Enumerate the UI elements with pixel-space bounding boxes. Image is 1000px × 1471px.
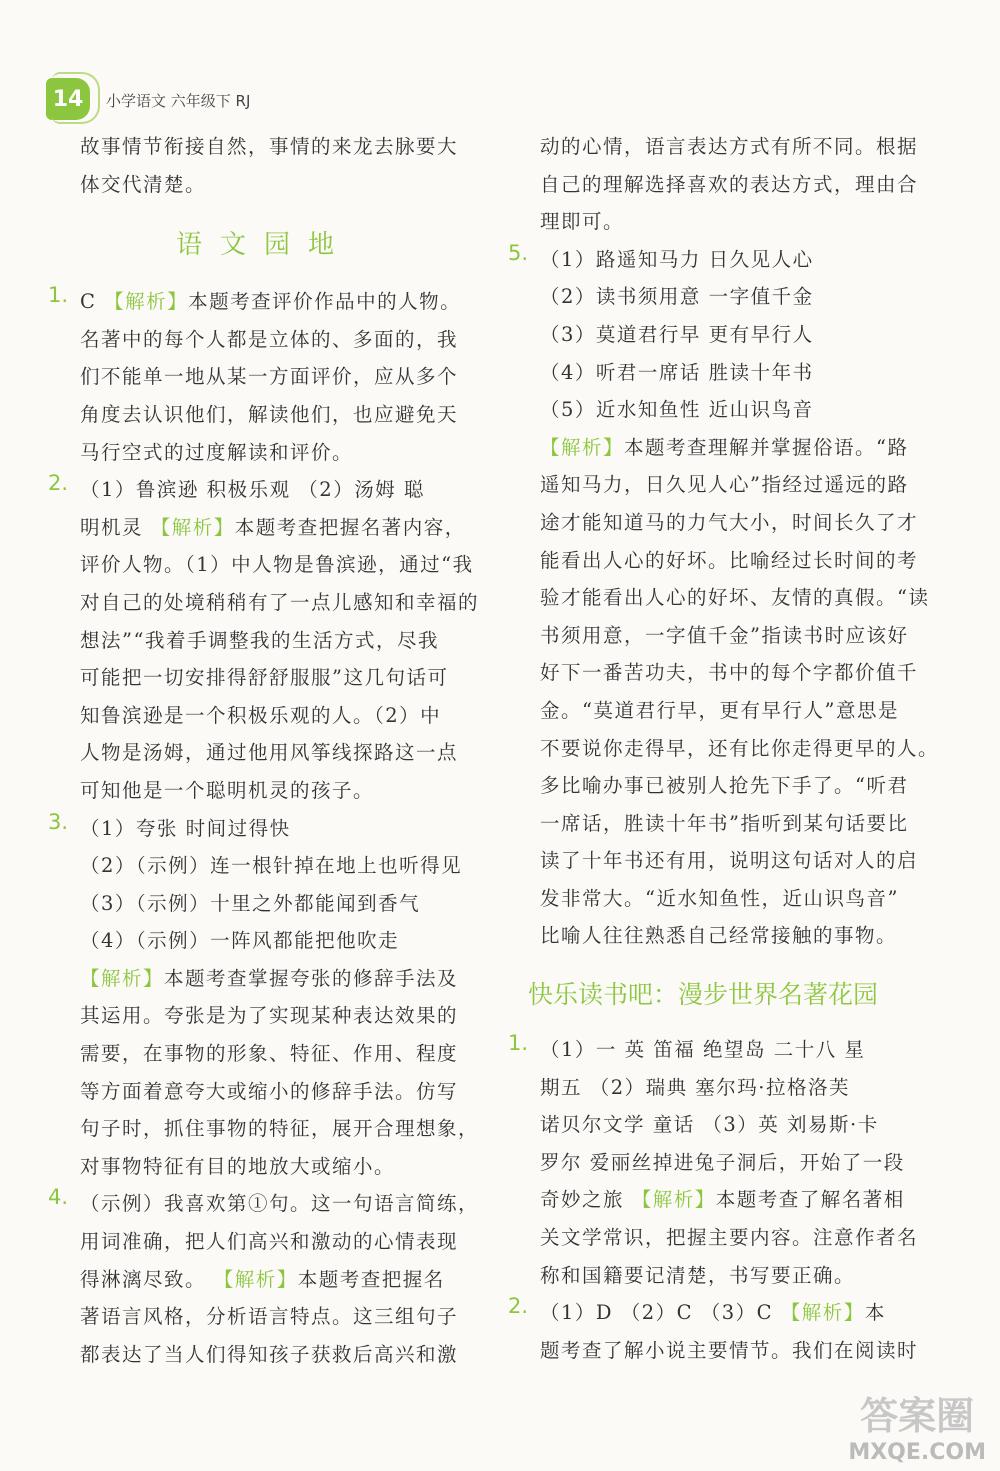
text-line: 读了十年书还有用，说明这句话对人的启 <box>540 849 919 873</box>
text-line: 人物是汤姆，通过他用风筝线探路这一点 <box>80 741 459 765</box>
text-line: （1）夸张 时间过得快 <box>80 816 291 840</box>
text-line: （2）（示例）连一根针掉在地上也听得见 <box>80 854 463 878</box>
text-line: 罗尔 爱丽丝掉进兔子洞后，开始了一段 <box>540 1150 905 1174</box>
item-number: 5. <box>508 240 529 265</box>
answer-item-5 <box>508 241 948 955</box>
section-title-yuwen-yuandi: 语文园地 <box>175 230 352 261</box>
item-number: 1. <box>48 283 69 308</box>
text-line: （2）读书须用意 一字值千金 <box>540 285 814 309</box>
section-title-kuaile-dushu: 快乐读书吧：漫步世界名著花园 <box>528 980 879 1010</box>
text-line: 【解析】本题考查掌握夸张的修辞手法及 <box>80 966 459 990</box>
text-line: 们不能单一地从某一方面评价，应从多个 <box>80 365 459 389</box>
text-line: 名著中的每个人都是立体的、多面的，我 <box>80 327 459 351</box>
text-line: 想法”“我着手调整我的生活方式，尽我 <box>80 628 439 652</box>
item-number: 1. <box>508 1031 529 1056</box>
reading-item-2 <box>508 1294 948 1369</box>
text-line: （3）莫道君行早 更有早行人 <box>540 322 814 346</box>
watermark-main: 答案圈 <box>860 1394 975 1438</box>
text-line: 得淋漓尽致。 【解析】本题考查把握名 <box>80 1267 445 1291</box>
answer-item-3 <box>48 810 480 1186</box>
text-line: 【解析】本题考查理解并掌握俗语。“路 <box>540 435 909 459</box>
text-line: 评价人物。（1）中人物是鲁滨逊，通过“我 <box>80 553 474 577</box>
text-line: 书须用意，一字值千金”指读书时应该好 <box>540 623 909 647</box>
text-line: （5）近水知鱼性 近山识鸟音 <box>540 398 814 422</box>
analysis-tag: 【解析】 <box>780 1301 865 1325</box>
text-line: 奇妙之旅 【解析】本题考查了解名著相 <box>540 1188 905 1212</box>
text-line: 自己的理解选择喜欢的表达方式，理由合 <box>540 172 919 196</box>
analysis-tag: 【解析】 <box>150 515 235 539</box>
text-line: 明机灵 【解析】本题考查把握名著内容， <box>80 515 466 539</box>
item-number: 3. <box>48 809 69 834</box>
text-line: C 【解析】本题考查评价作品中的人物。 <box>80 290 462 314</box>
page-number-badge: 14 <box>46 78 90 120</box>
text-line: 其运用。夸张是为了实现某种表达效果的 <box>80 1004 459 1028</box>
text-line: （1）路遥知马力 日久见人心 <box>540 247 814 271</box>
text-line: 诺贝尔文学 童话 （3）英 刘易斯·卡 <box>540 1113 879 1137</box>
text-line: 可知他是一个聪明机灵的孩子。 <box>80 778 375 802</box>
watermark-logo <box>848 1385 986 1465</box>
text-line: 马行空式的过度解读和评价。 <box>80 440 354 464</box>
text-line: 故事情节衔接自然，事情的来龙去脉要大 <box>80 135 459 158</box>
text-line: 著语言风格，分析语言特点。这三组句子 <box>80 1305 459 1329</box>
text-line: 途才能知道马的力气大小，时间长久了才 <box>540 510 919 534</box>
text-line: 句子时，抓住事物的特征，展开合理想象， <box>80 1117 480 1141</box>
text-line: （1）鲁滨逊 积极乐观 （2）汤姆 聪 <box>80 478 425 502</box>
intro-paragraph <box>48 128 480 203</box>
text-line: 能看出人心的好坏。比喻经过长时间的考 <box>540 548 919 572</box>
left-column <box>48 128 480 1373</box>
text-line: 金。“莫道君行早，更有早行人”意思是 <box>540 698 899 722</box>
right-column <box>508 128 948 1369</box>
text-line: 角度去认识他们，解读他们，也应避免天 <box>80 402 459 426</box>
text-line: 比喻人往往熟悉自己经常接触的事物。 <box>540 924 898 948</box>
text-line: （4）（示例）一阵风都能把他吹走 <box>80 929 400 953</box>
text-line: 需要，在事物的形象、特征、作用、程度 <box>80 1042 459 1066</box>
text-line: 遥知马力，日久见人心”指经过遥远的路 <box>540 473 909 497</box>
text-line: 关文学常识，把握主要内容。注意作者名 <box>540 1226 919 1250</box>
text-line: 体交代清楚。 <box>80 172 207 196</box>
text-line: 不要说你走得早，还有比你走得更早的人。 <box>540 736 940 760</box>
text-line: （1）D （2）C （3）C 【解析】本 <box>540 1301 886 1325</box>
book-title: 小学语文 六年级下 RJ <box>106 92 251 110</box>
text-line: 好下一番苦功夫，书中的每个字都价值千 <box>540 661 919 685</box>
analysis-tag: 【解析】 <box>540 435 625 459</box>
analysis-tag: 【解析】 <box>80 966 165 990</box>
item-number: 4. <box>48 1185 69 1210</box>
reading-item-1 <box>508 1031 948 1294</box>
text-line: （示例）我喜欢第①句。这一句语言简练， <box>80 1192 480 1216</box>
text-line: 验才能看出人心的好坏、友情的真假。“读 <box>540 586 930 610</box>
text-line: 对自己的处境稍稍有了一点儿感知和幸福的 <box>80 590 480 614</box>
analysis-tag: 【解析】 <box>213 1267 298 1291</box>
text-line: 对事物特征有目的地放大或缩小。 <box>80 1154 396 1178</box>
watermark-sub: MXQE.COM <box>848 1440 986 1465</box>
text-line: 一席话，胜读十年书”指听到某句话要比 <box>540 811 909 835</box>
text-line: 期五 （2）瑞典 塞尔玛·拉格洛芙 <box>540 1075 851 1099</box>
text-line: 多比喻办事已被别人抢先下手了。“听君 <box>540 774 909 798</box>
answer-item-4 <box>48 1185 480 1373</box>
text-line: 动的心情，语言表达方式有所不同。根据 <box>540 135 919 158</box>
text-line: 都表达了当人们得知孩子获救后高兴和激 <box>80 1342 459 1366</box>
text-line: 称和国籍要记清楚，书写要正确。 <box>540 1263 856 1287</box>
text-line: （1）一 英 笛福 绝望岛 二十八 星 <box>540 1038 866 1062</box>
analysis-tag: 【解析】 <box>104 290 189 314</box>
text-line: 等方面着意夸大或缩小的修辞手法。仿写 <box>80 1079 459 1103</box>
text-line: 理即可。 <box>540 210 625 234</box>
continued-paragraph <box>508 128 948 241</box>
text-line: 用词准确，把人们高兴和激动的心情表现 <box>80 1230 459 1254</box>
item-number: 2. <box>48 471 69 496</box>
analysis-tag: 【解析】 <box>631 1188 716 1212</box>
text-line: 可能把一切安排得舒舒服服”这几句话可 <box>80 666 449 690</box>
text-line: （3）（示例）十里之外都能闻到香气 <box>80 891 421 915</box>
answer-item-2 <box>48 471 480 809</box>
item-number: 2. <box>508 1294 529 1319</box>
answer-item-1 <box>48 283 480 471</box>
text-line: 题考查了解小说主要情节。我们在阅读时 <box>540 1338 919 1362</box>
text-line: （4）听君一席话 胜读十年书 <box>540 360 814 384</box>
text-line: 知鲁滨逊是一个积极乐观的人。（2）中 <box>80 703 442 727</box>
text-line: 发非常大。“近水知鱼性，近山识鸟音” <box>540 886 899 910</box>
